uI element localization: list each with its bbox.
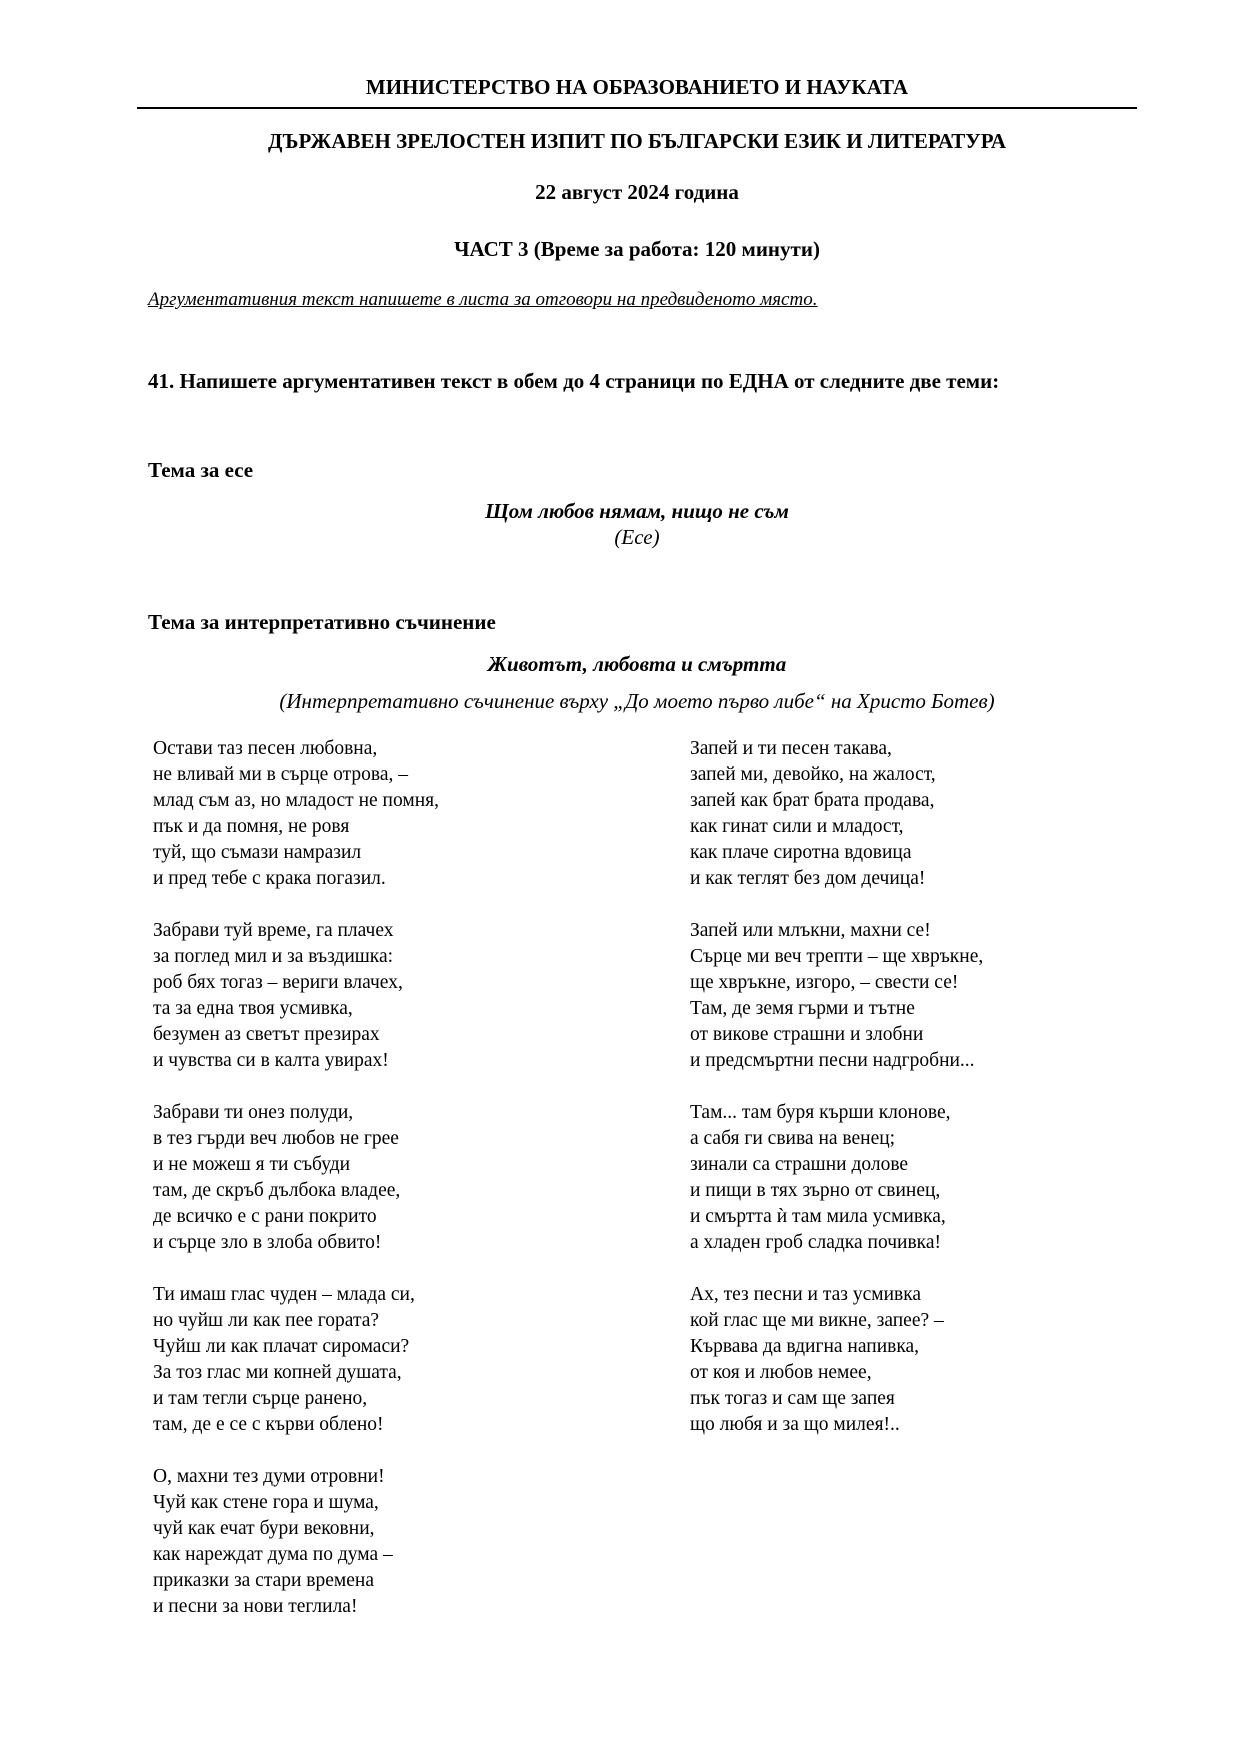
poem-line: безумен аз светът презирах: [153, 1024, 380, 1045]
poem-line: и пред тебе с крака погазил.: [153, 868, 386, 889]
poem-line: и песни за нови теглила!: [153, 1596, 358, 1617]
poem-line: кой глас ще ми викне, запее? –: [690, 1310, 944, 1331]
poem-line: пък и да помня, не ровя: [153, 816, 350, 837]
poem-line: запей ми, девойко, на жалост,: [690, 764, 936, 785]
poem-line: Остави таз песен любовна,: [153, 738, 378, 759]
poem-line: де всичко е с рани покрито: [153, 1206, 377, 1227]
poem-line: и не можеш я ти събуди: [153, 1154, 351, 1175]
poem-line: Ти имаш глас чуден – млада си,: [153, 1284, 415, 1305]
poem-line: и пищи в тях зърно от свинец,: [690, 1180, 941, 1201]
exam-title: ДЪРЖАВЕН ЗРЕЛОСТЕН ИЗПИТ ПО БЪЛГАРСКИ ЕЗИК И ЛИТЕРАТУРА: [267, 129, 1007, 153]
poem-line: Сърце ми веч трепти – ще хвръкне,: [690, 946, 984, 967]
poem-line: приказки за стари времена: [153, 1570, 375, 1591]
poem-line: Чуй как стене гора и шума,: [153, 1492, 379, 1513]
poem-line: а сабя ги свива на венец;: [690, 1128, 896, 1149]
interpretive-title: Животът, любовта и смъртта: [487, 652, 787, 676]
poem-line: там, де скръб дълбока владее,: [153, 1180, 401, 1201]
poem-line: от викове страшни и злобни: [690, 1024, 924, 1045]
poem-stanza: [153, 1464, 439, 1620]
poem-line: та за една твоя усмивка,: [153, 998, 353, 1019]
poem-line: чуй как ечат бури вековни,: [153, 1518, 375, 1539]
poem-line: и сърце зло в злоба обвито!: [153, 1232, 382, 1253]
ministry-header: МИНИСТЕРСТВО НА ОБРАЗОВАНИЕТО И НАУКАТА: [365, 75, 909, 99]
poem-line: Ах, тез песни и таз усмивка: [690, 1284, 922, 1305]
poem-line: как нареждат дума по дума –: [153, 1544, 393, 1565]
poem-line: но чуйш ли как пее гората?: [153, 1310, 380, 1331]
poem-line: туй, що съмази намразил: [153, 842, 362, 863]
poem-line: и как теглят без дом дечица!: [690, 868, 926, 889]
poem-line: и предсмъртни песни надгробни...: [690, 1050, 975, 1071]
poem-line: зинали са страшни долове: [690, 1154, 909, 1175]
poem-line: и там тегли сърце ранено,: [153, 1388, 368, 1409]
poem-line: не вливай ми в сърце отрова, –: [153, 764, 409, 785]
poem-stanza: [153, 1282, 439, 1438]
poem-line: как гинат сили и младост,: [690, 816, 904, 837]
poem-line: О, махни тез думи отровни!: [153, 1466, 385, 1487]
interpretive-subtitle: (Интерпретативно съчинение върху „До моето първо либе“ на Христо Ботев): [279, 689, 995, 713]
poem-line: пък тогаз и сам ще запея: [690, 1388, 895, 1409]
poem-stanza: [690, 1282, 983, 1438]
poem-line: Там, де земя гърми и тътне: [690, 998, 915, 1019]
poem-line: Запей и ти песен такава,: [690, 738, 892, 759]
poem-line: за поглед мил и за въздишка:: [153, 946, 394, 967]
instruction-text: Аргументативния текст напишете в листа за отговори на предвиденото място.: [148, 289, 818, 310]
essay-heading: Тема за есе: [148, 458, 254, 482]
essay-subtitle: (Есе): [614, 525, 660, 549]
poem-line: Забрави туй време, га плачех: [153, 920, 394, 941]
poem-line: в тез гърди веч любов не грее: [153, 1128, 399, 1149]
poem-line: Запей или млъкни, махни се!: [690, 920, 931, 941]
poem-stanza: [690, 918, 983, 1074]
poem-line: Забрави ти онез полуди,: [153, 1102, 354, 1123]
header-rule: [137, 107, 1137, 109]
poem-line: как плаче сиротна вдовица: [690, 842, 912, 863]
poem-left-column: [153, 736, 439, 1646]
exam-date: 22 август 2024 година: [535, 180, 739, 204]
poem-stanza: [153, 1100, 439, 1256]
poem-line: от коя и любов немее,: [690, 1362, 872, 1383]
poem-stanza: [153, 918, 439, 1074]
poem-line: що любя и за що милея!..: [690, 1414, 900, 1435]
interpretive-heading: Тема за интерпретативно съчинение: [148, 610, 496, 634]
poem-right-column: [690, 736, 983, 1464]
essay-title: Щом любов нямам, нищо не съм: [485, 499, 789, 523]
poem-line: и смъртта ѝ там мила усмивка,: [690, 1206, 946, 1227]
poem-line: там, де е се с кърви облено!: [153, 1414, 384, 1435]
poem-line: Там... там буря кърши клонове,: [690, 1102, 951, 1123]
poem-line: ще хвръкне, изгоро, – свести се!: [690, 972, 959, 993]
poem-line: роб бях тогаз – вериги влачех,: [153, 972, 403, 993]
poem-stanza: [690, 736, 983, 892]
poem-stanza: [690, 1100, 983, 1256]
poem-line: и чувства си в калта увирах!: [153, 1050, 389, 1071]
exam-part: ЧАСТ 3 (Време за работа: 120 минути): [454, 237, 820, 261]
poem-stanza: [153, 736, 439, 892]
task-41: 41. Напишете аргументативен текст в обем до 4 страници по ЕДНА от следните две теми:: [148, 369, 1000, 393]
poem-line: а хладен гроб сладка почивка!: [690, 1232, 941, 1253]
poem-line: За тоз глас ми копней душата,: [153, 1362, 402, 1383]
poem-line: млад съм аз, но младост не помня,: [153, 790, 439, 811]
poem-line: Кървава да вдигна напивка,: [690, 1336, 920, 1357]
poem-line: Чуйш ли как плачат сиромаси?: [153, 1336, 410, 1357]
poem-line: запей как брат брата продава,: [690, 790, 935, 811]
